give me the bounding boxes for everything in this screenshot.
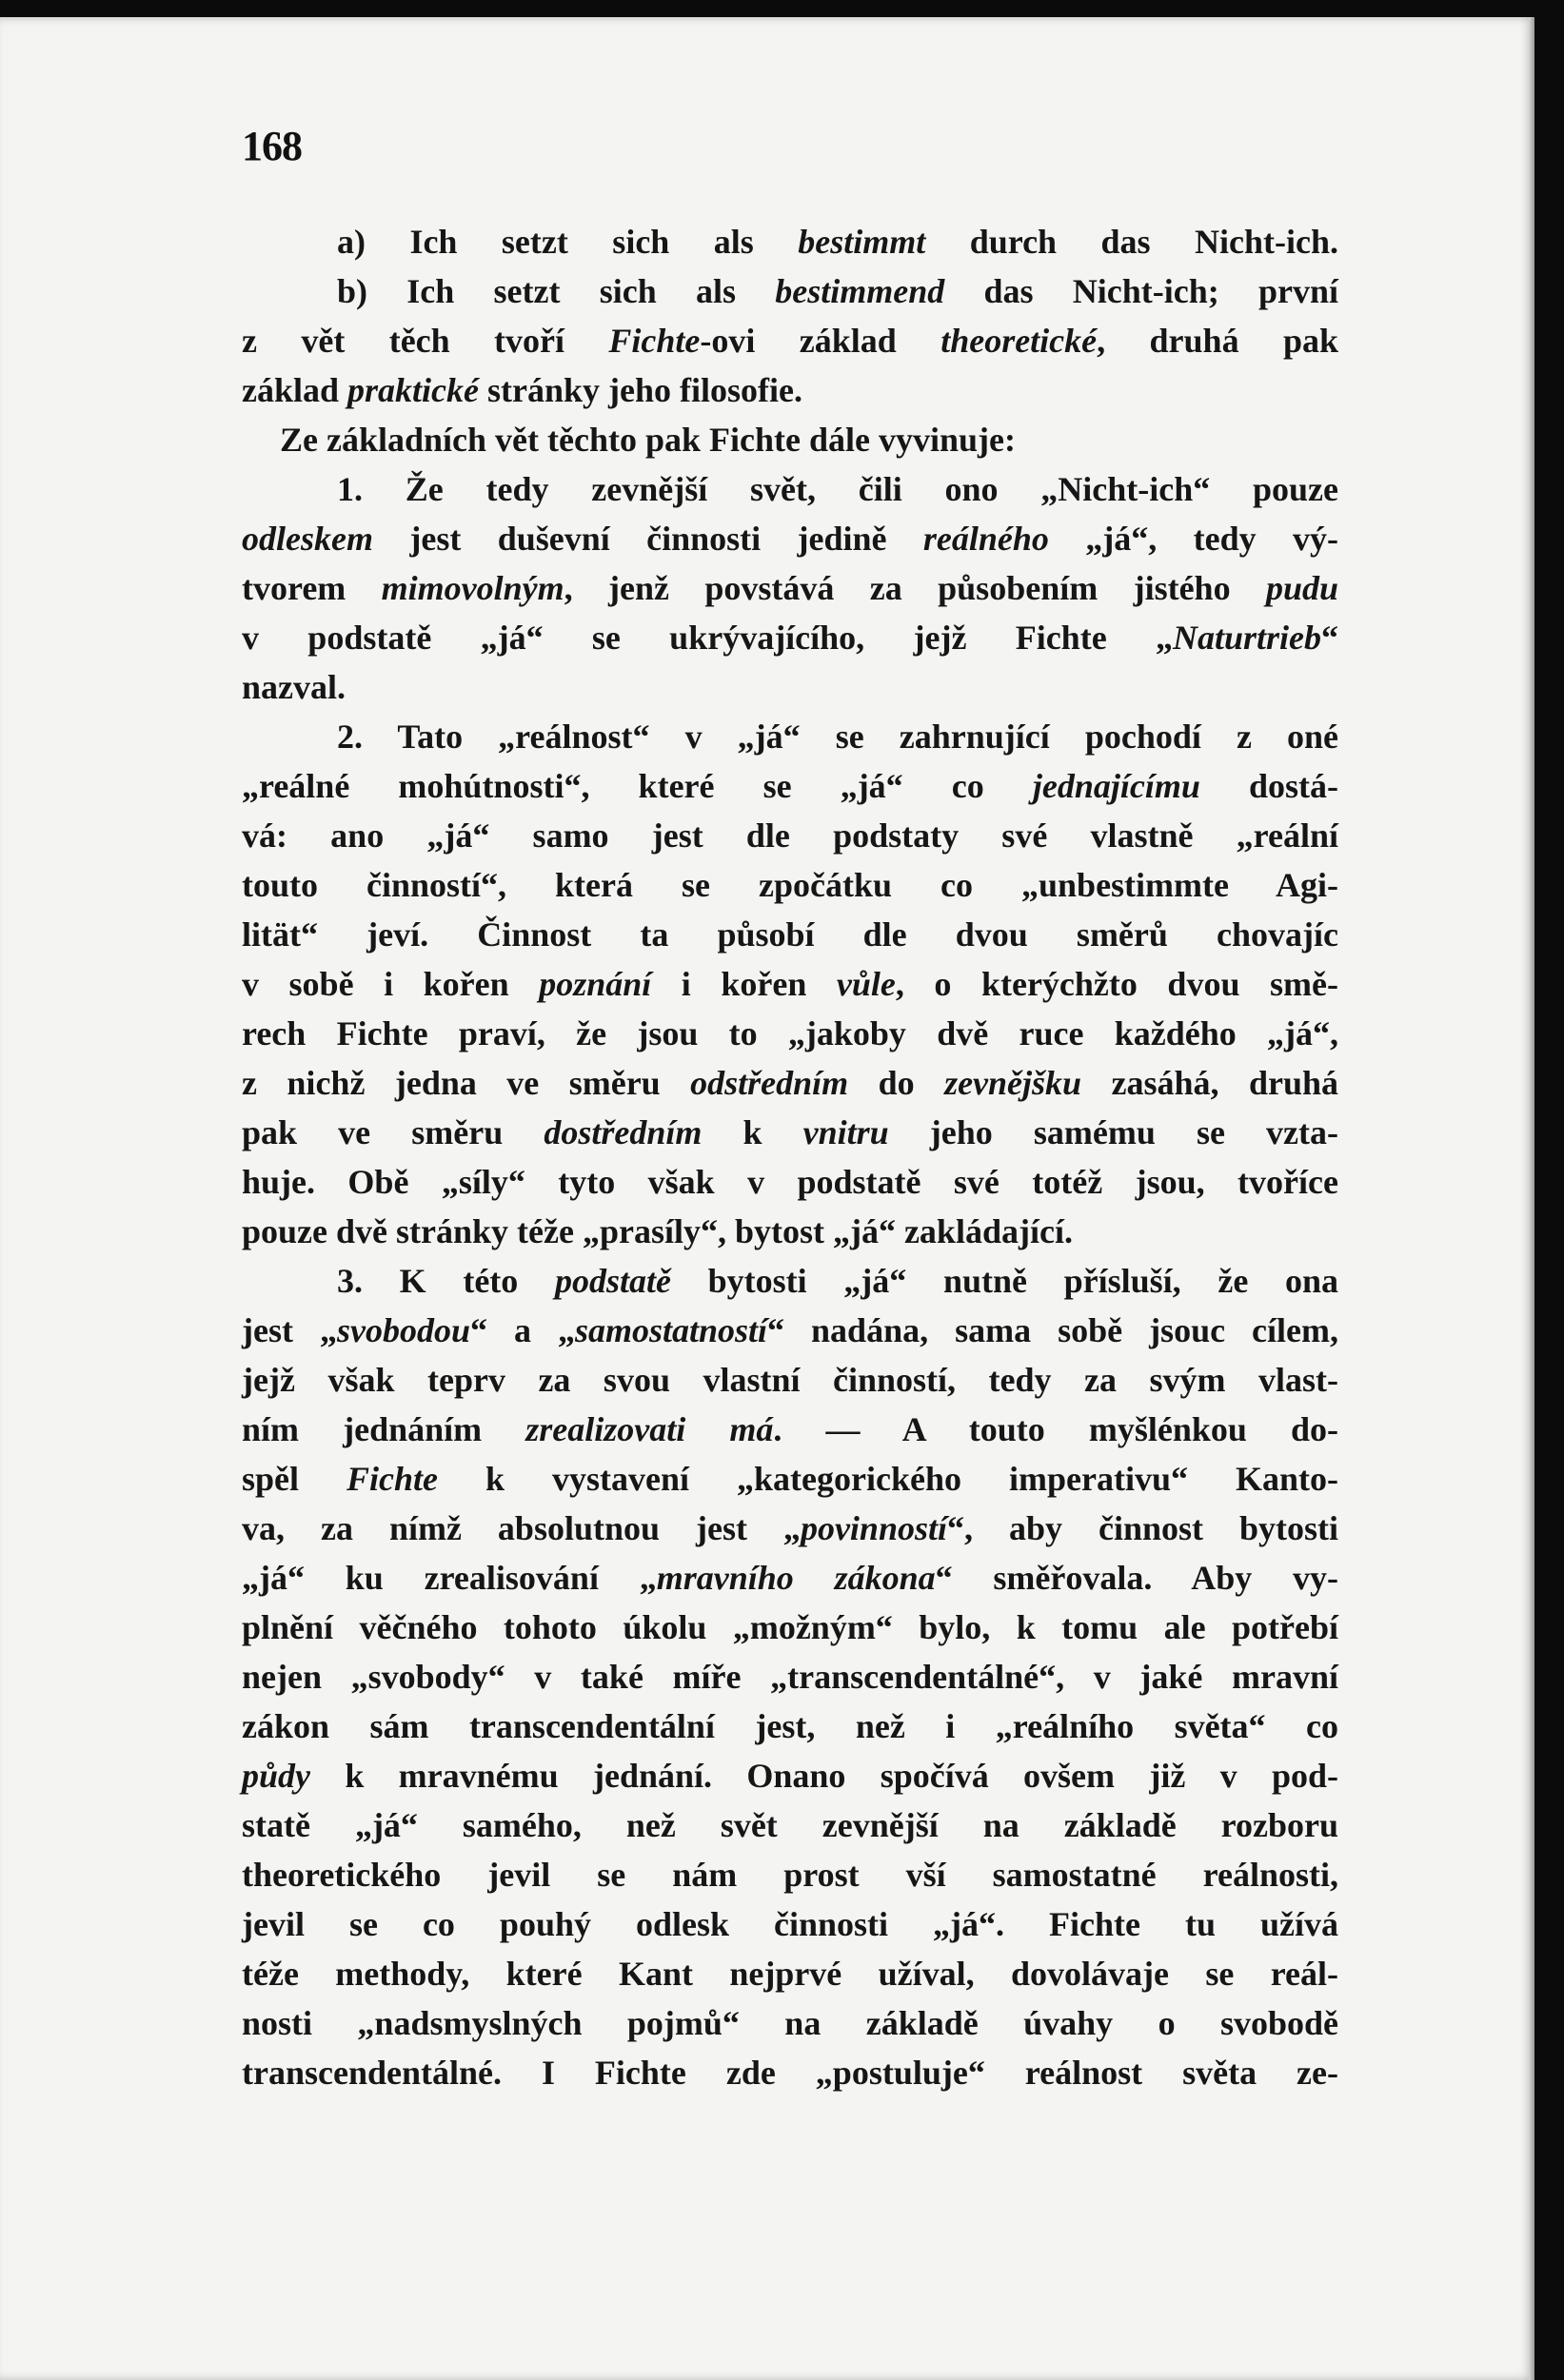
text-segment: téže methody, které Kant nejprvé užíval, dovolávaje se reál- [242, 1955, 1338, 1993]
text-line [242, 514, 1338, 563]
text-segment: do [848, 1064, 945, 1102]
text-segment: , o kterýchžto dvou smě- [895, 965, 1338, 1003]
text-segment: “, aby činnost bytosti [946, 1509, 1338, 1547]
emphasis-text: vůle [836, 965, 896, 1003]
page-edge [1529, 17, 1534, 2380]
text-line [242, 316, 1338, 365]
emphasis-text: zevnějšku [944, 1064, 1082, 1102]
text-line [242, 1355, 1338, 1405]
emphasis-text: praktické [347, 371, 480, 409]
text-segment: „já“ ku zrealisování „ [242, 1559, 657, 1597]
text-segment: touto činností“, která se zpočátku co „unbestimmte Agi- [242, 866, 1338, 904]
text-line [242, 1701, 1338, 1751]
text-segment: “ a „ [469, 1311, 575, 1349]
text-segment: jevil se co pouhý odlesk činnosti „já“. Fichte tu užívá [242, 1905, 1338, 1943]
text-line [242, 415, 1338, 464]
text-segment: nosti „nadsmyslných pojmů“ na základě úvahy o svobodě [242, 2004, 1338, 2042]
text-segment: Ze základních vět těchto pak Fichte dále vyvinuje: [280, 421, 1016, 459]
text-line [242, 910, 1338, 959]
emphasis-text: svobodou [336, 1311, 470, 1349]
text-line [242, 1998, 1338, 2048]
text-segment: pak ve směru [242, 1113, 544, 1151]
emphasis-text: samostatností [574, 1311, 768, 1349]
text-segment: vá: ano „já“ samo jest dle podstaty své vlastně „reální [242, 816, 1338, 855]
text-line [242, 1256, 1338, 1306]
text-line [242, 613, 1338, 662]
emphasis-text: jednajícímu [1032, 767, 1200, 805]
text-line [242, 1899, 1338, 1949]
text-line [242, 1058, 1338, 1108]
text-segment: . — A touto myšlénkou do- [773, 1410, 1338, 1448]
emphasis-text: Fichte [346, 1460, 439, 1498]
text-segment: bytosti „já“ nutně přísluší, že ona [670, 1262, 1338, 1300]
emphasis-text: Fichte [608, 322, 701, 360]
text-line [242, 1553, 1338, 1603]
text-segment: huje. Obě „síly“ tyto však v podstatě své totéž jsou, tvoříce [242, 1163, 1338, 1201]
text-line [242, 464, 1338, 514]
emphasis-text: odstředním [690, 1064, 849, 1102]
text-segment: “ nadána, sama sobě jsouc cílem, [767, 1311, 1339, 1349]
text-segment: jest „ [242, 1311, 337, 1349]
text-line [242, 761, 1338, 811]
text-segment: durch das Nicht-ich. [925, 223, 1338, 261]
text-segment: spěl [242, 1460, 347, 1498]
text-line [242, 1949, 1338, 1998]
text-segment: jeho samému se vzta- [888, 1113, 1339, 1151]
text-segment: theoretického jevil se nám prost vší samostatné reálnosti, [242, 1856, 1338, 1894]
text-segment: pouze dvě stránky téže „prasíly“, bytost „já“ zakládající. [242, 1212, 1073, 1250]
text-segment: , jenž povstává za působením jistého [564, 569, 1266, 607]
text-segment: “ [1321, 619, 1338, 657]
text-segment: v sobě i kořen [242, 965, 540, 1003]
emphasis-text: půdy [242, 1757, 310, 1795]
text-segment: stránky jeho filosofie. [479, 371, 802, 409]
text-line [242, 1108, 1338, 1157]
text-line [242, 1751, 1338, 1800]
text-segment: 1. Že tedy zevnější svět, čili ono „Nicht-ich“ pouze [337, 470, 1338, 508]
text-segment: k [702, 1113, 803, 1151]
text-line [242, 1009, 1338, 1058]
emphasis-text: pudu [1265, 569, 1338, 607]
emphasis-text: zrealizovati má [525, 1410, 774, 1448]
text-line [242, 1207, 1338, 1256]
text-line [242, 266, 1338, 316]
text-line [242, 959, 1338, 1009]
text-line [242, 1850, 1338, 1899]
text-segment: z vět těch tvoří [242, 322, 609, 360]
text-line [242, 563, 1338, 613]
body-text [242, 217, 1338, 2097]
text-segment: základ [242, 371, 348, 409]
text-segment: das Nicht-ich; první [944, 272, 1338, 310]
text-line [242, 1603, 1338, 1652]
emphasis-text: theoretické [940, 322, 1098, 360]
text-segment: -ovi základ [700, 322, 941, 360]
text-line [242, 1504, 1338, 1553]
text-segment: 3. K této [337, 1262, 555, 1300]
text-line [242, 1306, 1338, 1355]
text-line [242, 712, 1338, 761]
emphasis-text: odleskem [242, 520, 373, 558]
text-segment: zákon sám transcendentální jest, než i „reálního světa“ co [242, 1707, 1338, 1745]
emphasis-text: povinností [800, 1509, 947, 1547]
text-line [242, 2048, 1338, 2097]
text-segment: i kořen [651, 965, 837, 1003]
text-segment: „reálné mohútnosti“, které se „já“ co [242, 767, 1033, 805]
page-number: 168 [242, 123, 302, 169]
emphasis-text: Naturtrieb [1172, 619, 1321, 657]
text-line [242, 1652, 1338, 1701]
emphasis-text: mravního zákona [656, 1559, 936, 1597]
text-segment: lität“ jeví. Činnost ta působí dle dvou směrů chovajíc [242, 915, 1338, 954]
text-line [242, 860, 1338, 910]
text-line [242, 1405, 1338, 1454]
text-segment: k mravnému jednání. Onano spočívá ovšem již v pod- [310, 1757, 1338, 1795]
text-segment: ním jednáním [242, 1410, 526, 1448]
emphasis-text: podstatě [554, 1262, 671, 1300]
text-segment: k vystavení „kategorického imperativu“ Kanto- [438, 1460, 1338, 1498]
text-segment: “ směřovala. Aby vy- [935, 1559, 1338, 1597]
text-segment: , druhá pak [1097, 322, 1338, 360]
text-segment: dostá- [1199, 767, 1339, 805]
text-segment: a) Ich setzt sich als [337, 223, 799, 261]
text-segment: tvorem [242, 569, 382, 607]
text-line [242, 1157, 1338, 1207]
text-segment: jejž však teprv za svou vlastní činností, tedy za svým vlast- [242, 1361, 1338, 1399]
emphasis-text: dostředním [544, 1113, 703, 1151]
text-segment: 2. Tato „reálnost“ v „já“ se zahrnující pochodí z oné [337, 718, 1338, 756]
emphasis-text: vnitru [802, 1113, 889, 1151]
emphasis-text: bestimmt [798, 223, 926, 261]
text-segment: nazval. [242, 668, 346, 706]
emphasis-text: reálného [922, 520, 1049, 558]
emphasis-text: bestimmend [775, 272, 945, 310]
text-line [242, 811, 1338, 860]
text-segment: statě „já“ samého, než svět zevnější na základě rozboru [242, 1806, 1338, 1844]
text-segment: va, za nímž absolutnou jest „ [242, 1509, 801, 1547]
emphasis-text: mimovolným [381, 569, 564, 607]
text-line [242, 1454, 1338, 1504]
text-segment: jest duševní činnosti jedině [372, 520, 923, 558]
text-segment: „já“, tedy vý- [1048, 520, 1338, 558]
text-segment: z nichž jedna ve směru [242, 1064, 691, 1102]
text-line [242, 365, 1338, 415]
text-segment: transcendentálné. I Fichte zde „postuluje“ reálnost světa ze- [242, 2054, 1338, 2092]
text-segment: nejen „svobody“ v také míře „transcendentálné“, v jaké mravní [242, 1658, 1338, 1696]
text-line [242, 1800, 1338, 1850]
text-segment: b) Ich setzt sich als [337, 272, 776, 310]
emphasis-text: poznání [539, 965, 652, 1003]
text-segment: rech Fichte praví, že jsou to „jakoby dvě ruce každého „já“, [242, 1014, 1338, 1052]
text-line [242, 662, 1338, 712]
text-segment: zasáhá, druhá [1081, 1064, 1338, 1102]
text-segment: v podstatě „já“ se ukrývajícího, jejž Fichte „ [242, 619, 1173, 657]
text-segment: plnění věčného tohoto úkolu „možným“ bylo, k tomu ale potřebí [242, 1608, 1338, 1646]
text-line [242, 217, 1338, 266]
